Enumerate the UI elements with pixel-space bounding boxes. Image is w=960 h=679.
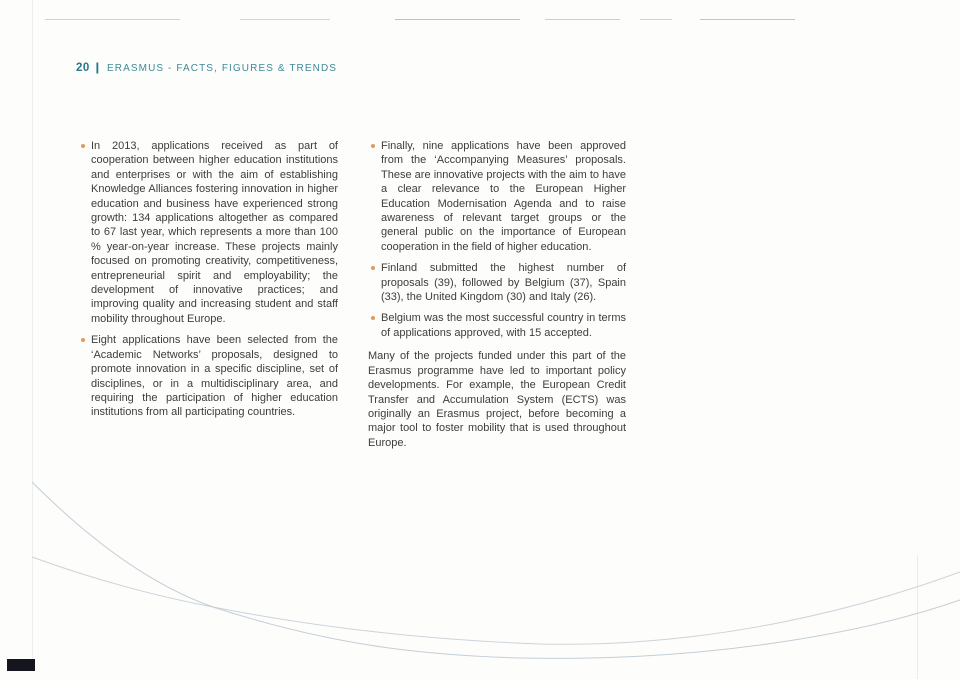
bullet-text: Belgium was the most successful country in terms of applications approved, with 15 accepted. [381, 312, 626, 339]
closing-paragraph: Many of the projects funded under this part of the Erasmus programme have led to important policy developments. For example, the European Credit Transfer and Accumulation System (ECTS) was originally an Erasmus project, before becoming a major tool to foster mobility that is used throughout Europe. [368, 350, 626, 449]
swoosh-curve-icon [32, 482, 960, 658]
bullet-text: Finally, nine applications have been approved from the ‘Accompanying Measures’ proposals. These are innovative projects with the aim to have a clear relevance to the European Higher Education Modernisation Agenda and to raise awareness of relevant target groups or the general public on the importance of European cooperation in the field of higher education. [381, 140, 626, 253]
print-registration-mark [7, 659, 35, 671]
swoosh-curve-icon [32, 557, 960, 644]
bullet-text: Eight applications have been selected from the ‘Academic Networks’ proposals, designed to promote innovation in a specific discipline, set of disciplines, or in a multidisciplinary area, and requiring the participation of higher education institutions from all participating countries. [91, 334, 338, 419]
header-title: ERASMUS - FACTS, FIGURES & TRENDS [107, 63, 338, 74]
bullet-text: In 2013, applications received as part of cooperation between higher education institutions and enterprises or with the aim of establishing Knowledge Alliances fostering innovation in higher education and business have experienced strong growth: 134 applications altogether as compared to 67 last year, which represents a more than 100 % year-on-year increase. These projects mainly focused on promoting creativity, competitiveness, entrepreneurial spirit and employability; the development of innovative practices; and improving quality and increasing student and staff mobility throughout Europe. [91, 140, 338, 325]
page-number: 20 [76, 62, 90, 74]
bullet-text: Finland submitted the highest number of proposals (39), followed by Belgium (37), Spain (33), the United Kingdom (30) and Italy (26). [381, 262, 626, 304]
header-separator: ❙ [92, 62, 103, 74]
